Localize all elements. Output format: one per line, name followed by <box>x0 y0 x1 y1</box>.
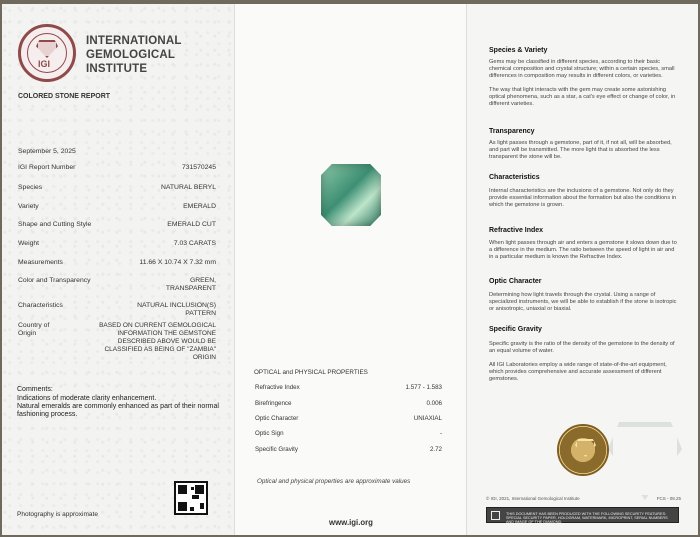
weight-value: 7.03 CARATS <box>173 240 216 247</box>
refractive-index-text: When light passes through air and enters a gemstone it slows down due to a difference in the medium. The ratio between the speed of light in air and in a particular medium is known the Refractive Index. <box>489 240 677 260</box>
refractive-index-value: 1.577 - 1.583 <box>405 384 442 391</box>
optic-character-value: UNIAXIAL <box>413 415 442 422</box>
shape-label: Shape and Cutting Style <box>18 221 92 228</box>
transparency-text: As light passes through a gemstone, part of it, if not all, will be absorbed, and part will be transmitted. The more light that is absorbed the less transparent the stone will be. <box>489 140 672 160</box>
diamond-logo-icon <box>36 40 58 58</box>
security-strip <box>486 507 679 523</box>
shape-value: EMERALD CUT <box>167 221 216 228</box>
security-background-pattern <box>2 4 234 535</box>
photography-note: Photography is approximate <box>17 511 98 518</box>
optic-sign-label: Optic Sign <box>255 430 284 437</box>
igi-seal-icon <box>557 424 609 476</box>
origin-label: Country of Origin <box>18 322 50 337</box>
specific-gravity-text: Specific gravity is the ratio of the density of the gemstone to the density of an equal volume of water. All IGI Laboratories employ a wide range of state-of-the-art equipment, which provides comprehensive and accurate assessment of different gemstones. <box>489 341 675 382</box>
institute-line-1: INTERNATIONAL <box>86 35 182 47</box>
color-transparency-label: Color and Transparency <box>18 277 91 284</box>
report-right-panel <box>466 4 698 535</box>
comments-text: Indications of moderate clarity enhancement. Natural emeralds are commonly enhanced as part of their normal fashioning process. <box>17 395 219 418</box>
specific-gravity-label: Specific Gravity <box>255 446 298 453</box>
optic-character-label: Optic Character <box>255 415 299 422</box>
emerald-photo <box>321 164 381 226</box>
characteristics-heading: Characteristics <box>489 174 540 181</box>
characteristics-label: Characteristics <box>18 302 63 309</box>
species-label: Species <box>18 184 43 191</box>
refractive-index-label: Refractive Index <box>255 384 300 391</box>
species-value: NATURAL BERYL <box>160 184 216 191</box>
color-transparency-value: GREEN, TRANSPARENT <box>165 277 216 292</box>
igi-logo <box>18 24 76 82</box>
institute-line-3: INSTITUTE <box>86 63 148 75</box>
characteristics-text: Internal characteristics are the inclusions of a gemstone. Not only do they provide essential information about the formation but also the conditions in which the gemstone is grown. <box>489 188 677 208</box>
optical-properties-title: OPTICAL and PHYSICAL PROPERTIES <box>254 369 368 376</box>
report-title: COLORED STONE REPORT <box>18 93 111 100</box>
security-text: THIS DOCUMENT HAS BEEN PRODUCED WITH THE FOLLOWING SECURITY FEATURES: SPECIAL SECURITY PAPER, HOLOGRAM, WATERMARK, MICROPRINT, SERIAL NUMBERS AND IMAGE OF THE DIAMOND. <box>506 512 668 524</box>
faded-diamond-watermark <box>608 422 682 500</box>
institute-name <box>86 34 182 76</box>
form-code: FCS - 08.25 <box>656 496 681 501</box>
report-date: September 5, 2025 <box>18 148 76 155</box>
comments-label: Comments: <box>17 386 53 393</box>
website-link[interactable]: www.igi.org <box>329 518 373 527</box>
approximate-values-note: Optical and physical properties are approximate values <box>257 478 411 485</box>
species-variety-heading: Species & Variety <box>489 47 548 54</box>
origin-value: BASED ON CURRENT GEMOLOGICAL INFORMATION THE GEMSTONE DESCRIBED ABOVE WOULD BE CLASSIFIED AS BEING OF "ZAMBIA" ORIGIN <box>99 322 216 361</box>
certificate-footer <box>486 496 681 501</box>
report-middle-panel <box>234 4 466 535</box>
optic-character-text: Determining how light travels through the crystal. Using a range of specialized instruments, we will be able to establish if the stone is isotropic or anisotropic, uniaxial or biaxial. <box>489 292 677 312</box>
report-left-panel <box>2 4 234 535</box>
measurements-label: Measurements <box>18 259 63 266</box>
characteristics-value: NATURAL INCLUSION(S) PATTERN <box>137 302 216 317</box>
emerald-cut-gem-image <box>321 164 381 226</box>
specific-gravity-heading: Specific Gravity <box>489 326 542 333</box>
variety-value: EMERALD <box>183 203 216 210</box>
logo-igi-text: IGI <box>38 59 51 69</box>
optic-sign-value: - <box>439 430 442 437</box>
weight-label: Weight <box>18 240 40 247</box>
qr-code[interactable] <box>174 481 208 515</box>
copyright-text: © IGI, 2021, International Gemological Institute <box>486 496 580 501</box>
report-number-label: IGI Report Number <box>18 164 76 171</box>
transparency-heading: Transparency <box>489 128 535 135</box>
species-variety-text: Gems may be classified in different species, according to their basic chemical composition and crystal structure; within a certain species, small differences in composition may results in different colors, or varieties. The way that light interacts with the gem may create some astonishing optical phenomena, such as a star, a cat's eye effect or change of color, in different varieties. <box>489 59 676 107</box>
variety-label: Variety <box>18 203 39 210</box>
institute-line-2: GEMOLOGICAL <box>86 49 176 61</box>
specific-gravity-value: 2.72 <box>429 446 442 453</box>
measurements-value: 11.66 X 10.74 X 7.32 mm <box>139 259 216 266</box>
birefringence-value: 0.006 <box>426 400 442 407</box>
optic-character-heading: Optic Character <box>489 278 542 285</box>
refractive-index-heading: Refractive Index <box>489 227 544 234</box>
report-number-value: 731570245 <box>181 164 216 171</box>
security-icon <box>491 511 500 520</box>
birefringence-label: Birefringence <box>255 400 292 407</box>
